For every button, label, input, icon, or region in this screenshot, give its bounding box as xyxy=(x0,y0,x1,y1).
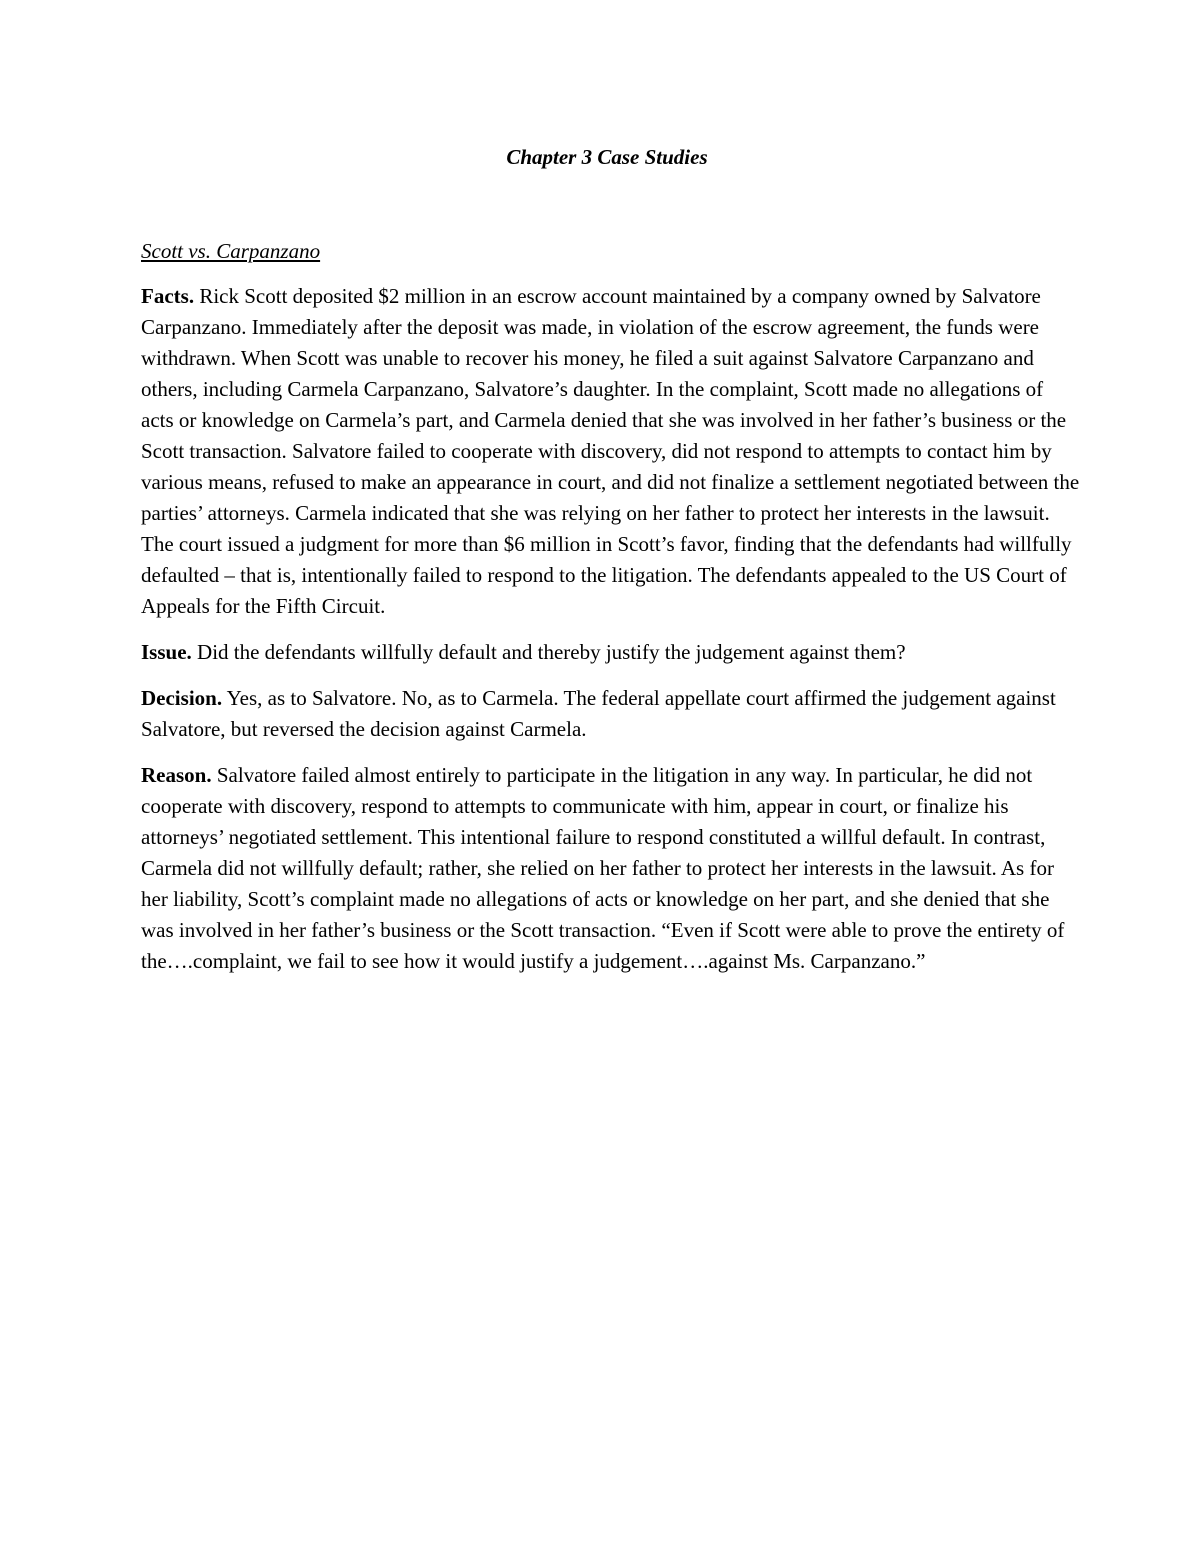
document-body xyxy=(141,236,1081,992)
page-title: Chapter 3 Case Studies xyxy=(506,145,708,169)
reason-label: Reason. xyxy=(141,763,212,787)
reason-paragraph xyxy=(141,760,1081,977)
facts-text: Rick Scott deposited $2 million in an escrow account maintained by a company owned by Salvatore Carpanzano. Immediately after the deposit was made, in violation of the escrow agreement, the funds were withdrawn. When Scott was unable to recover his money, he filed a suit against Salvatore Carpanzano and others, including Carmela Carpanzano, Salvatore’s daughter. In the complaint, Scott made no allegations of acts or knowledge on Carmela’s part, and Carmela denied that she was involved in her father’s business or the Scott transaction. Salvatore failed to cooperate with discovery, did not respond to attempts to contact him by various means, refused to make an appearance in court, and did not finalize a settlement negotiated between the parties’ attorneys. Carmela indicated that she was relying on her father to protect her interests in the lawsuit. The court issued a judgment for more than $6 million in Scott’s favor, finding that the defendants had willfully defaulted – that is, intentionally failed to respond to the litigation. The defendants appealed to the US Court of Appeals for the Fifth Circuit. xyxy=(141,284,1080,618)
issue-text: Did the defendants willfully default and thereby justify the judgement against them? xyxy=(197,640,906,664)
issue-paragraph xyxy=(141,637,1081,668)
facts-paragraph xyxy=(141,281,1081,622)
case-title: Scott vs. Carpanzano xyxy=(141,239,321,263)
decision-label: Decision. xyxy=(141,686,223,710)
decision-text: Yes, as to Salvatore. No, as to Carmela. The federal appellate court affirmed the judgement against Salvatore, but reversed the decision against Carmela. xyxy=(141,686,1056,741)
facts-label: Facts. xyxy=(141,284,195,308)
issue-label: Issue. xyxy=(141,640,192,664)
reason-text: Salvatore failed almost entirely to participate in the litigation in any way. In particular, he did not cooperate with discovery, respond to attempts to communicate with him, appear in court, or finalize his attorneys’ negotiated settlement. This intentional failure to respond constituted a willful default. In contrast, Carmela did not willfully default; rather, she relied on her father to protect her interests in the lawsuit. As for her liability, Scott’s complaint made no allegations of acts or knowledge on her part, and she denied that she was involved in her father’s business or the Scott transaction. “Even if Scott were able to prove the entirety of the….complaint, we fail to see how it would justify a judgement….against Ms. Carpanzano.” xyxy=(141,763,1065,973)
decision-paragraph xyxy=(141,683,1081,745)
